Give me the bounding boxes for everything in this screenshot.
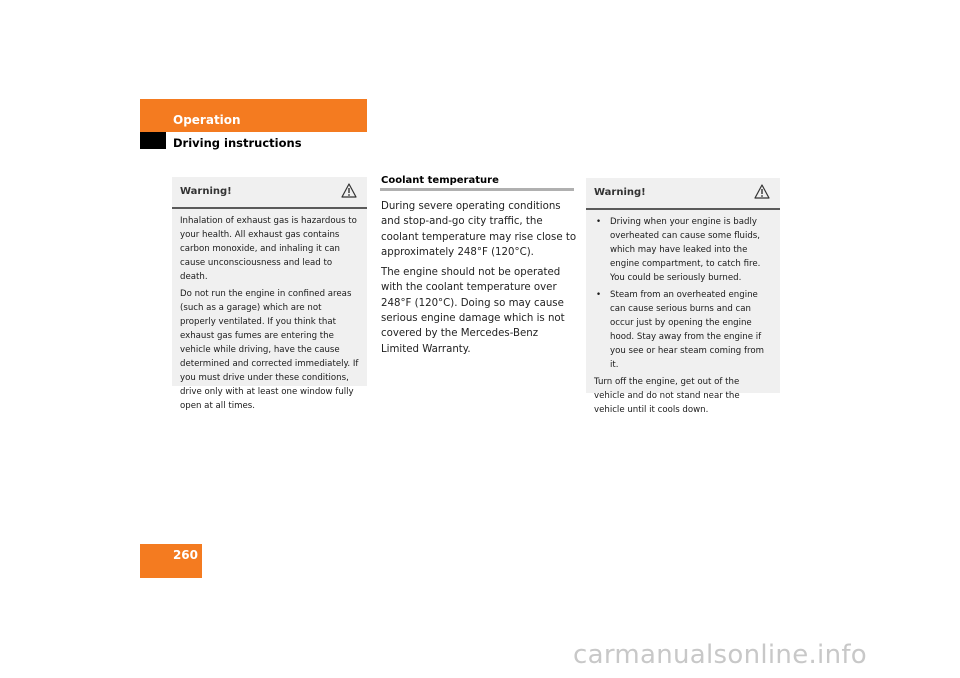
section-title: Operation <box>173 113 241 127</box>
bullet-glyph: • <box>596 290 602 300</box>
warning-paragraph: Do not run the engine in confined areas (such as a garage) which are not properly ventilated. If you think that exhaust gas fumes are entering the vehicle while driving, have the cause determined and corrected immediately. If you must drive under these conditions, drive only with at least one window fully open at all times. <box>180 289 359 411</box>
page-number: 260 <box>172 548 198 562</box>
warning-header <box>172 177 367 209</box>
warning-box-overheat <box>586 178 780 415</box>
coolant-body <box>381 199 577 362</box>
coolant-heading: Coolant temperature <box>381 175 499 186</box>
warning-body <box>172 209 367 422</box>
warning-list-item <box>594 288 772 372</box>
site-watermark: carmanualsonline.info <box>573 640 868 670</box>
warning-triangle-icon <box>341 183 357 202</box>
subsection-title: Driving instructions <box>173 136 302 150</box>
warning-body <box>586 210 780 426</box>
bullet-glyph: • <box>596 217 602 227</box>
body-paragraph: The engine should not be operated with the coolant temperature over 248°F (120°C). Doing so may cause serious engine damage which is not covered by the Mercedes-Benz Limited Warranty. <box>381 267 565 355</box>
warning-list-item <box>594 215 772 285</box>
warning-paragraph: Inhalation of exhaust gas is hazardous to your health. All exhaust gas contains carbon monoxide, and inhaling it can cause unconsciousness and lead to death. <box>180 216 357 282</box>
warning-title: Warning! <box>180 186 232 197</box>
warning-box-exhaust <box>172 177 367 411</box>
warning-list-text: Steam from an overheated engine can cause serious burns and can occur just by opening the engine hood. Stay away from the engine if you see or hear steam coming from it. <box>610 290 764 370</box>
header-corner-block <box>140 132 166 149</box>
warning-triangle-icon <box>754 184 770 203</box>
warning-header <box>586 178 780 210</box>
warning-closing: Turn off the engine, get out of the vehicle and do not stand near the vehicle until it cools down. <box>594 377 740 415</box>
heading-rule <box>380 188 574 191</box>
warning-list <box>594 215 772 372</box>
warning-title: Warning! <box>594 187 646 198</box>
warning-list-text: Driving when your engine is badly overheated can cause some fluids, which may have leaked into the engine compartment, to catch fire. You could be seriously burned. <box>610 217 761 283</box>
body-paragraph: During severe operating conditions and stop-and-go city traffic, the coolant temperature may rise close to approximately 248°F (120°C). <box>381 201 577 258</box>
